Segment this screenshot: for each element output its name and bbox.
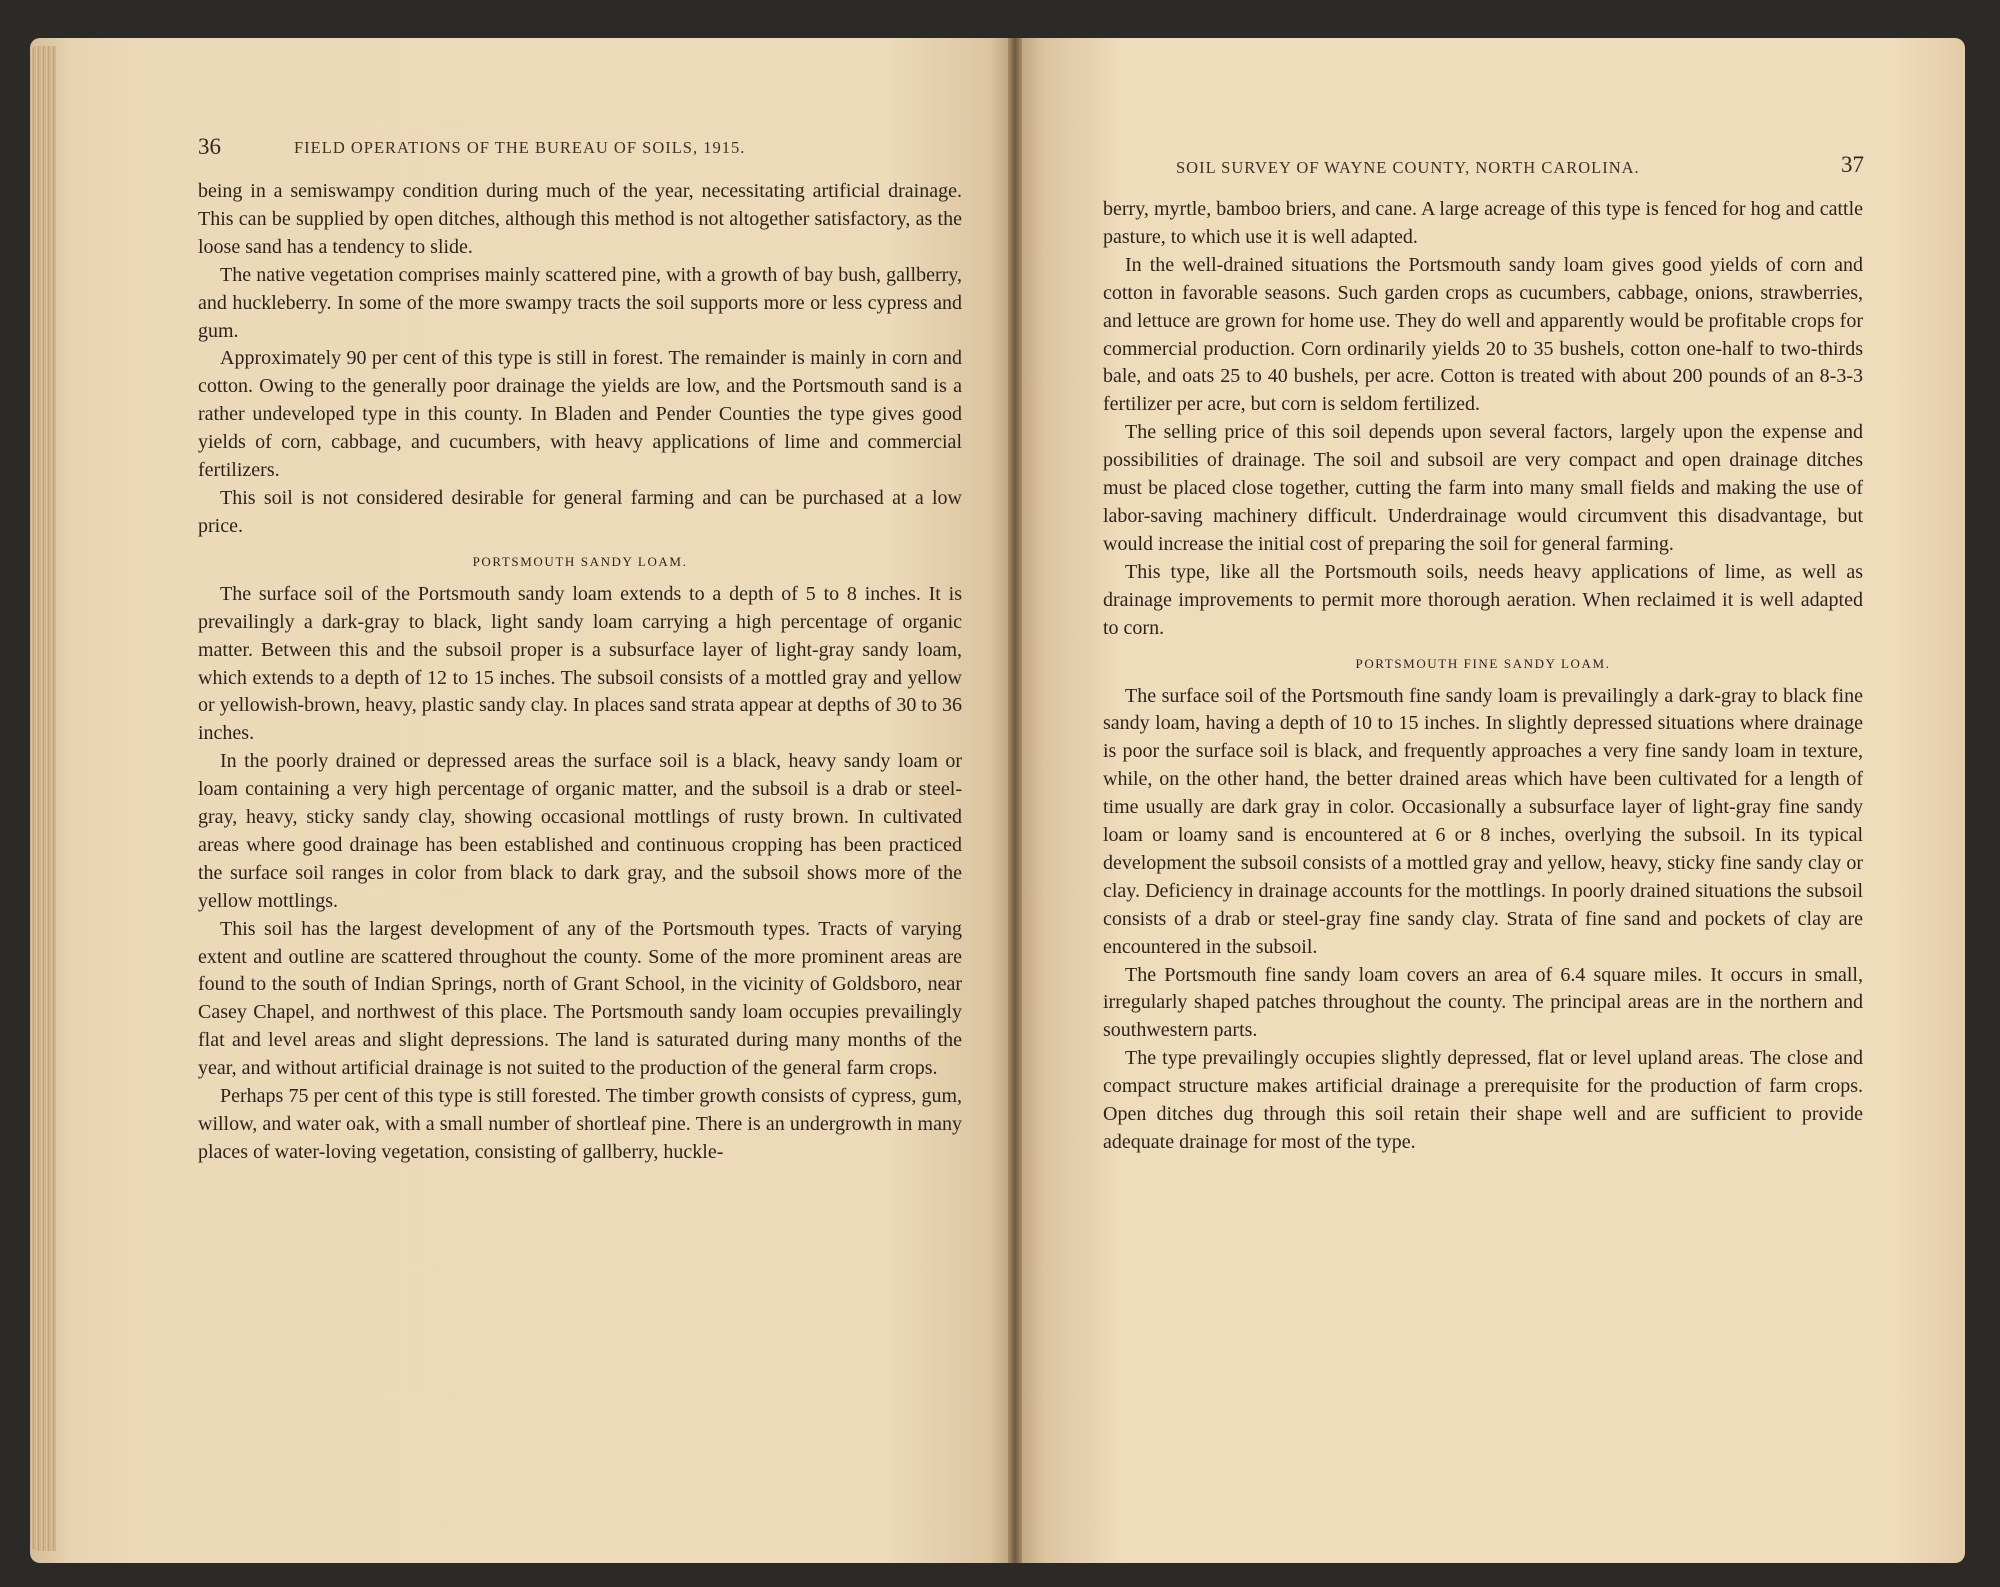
open-book [30, 38, 1965, 1563]
right-page-number: 37 [1841, 152, 1864, 177]
paragraph: The native vegetation comprises mainly scattered pine, with a growth of bay bush, gallberry, and huckleberry. In some of the more swampy tracts the soil supports more or less cypress and gum. [198, 263, 962, 342]
right-page [1014, 38, 1965, 1563]
page-edge-stack [30, 46, 56, 1551]
left-running-head: FIELD OPERATIONS OF THE BUREAU OF SOILS, 1915. [294, 138, 746, 157]
right-text-column [1103, 196, 1863, 1157]
paragraph: The Portsmouth fine sandy loam covers an area of 6.4 square miles. It occurs in small, irregularly shaped patches throughout the county. The principal areas are in the northern and southwestern parts. [1103, 963, 1863, 1042]
paragraph: The surface soil of the Portsmouth fine sandy loam is prevailingly a dark-gray to black fine sandy loam, having a depth of 10 to 15 inches. In slightly depressed situations where drainage is poor the surface soil is black, and frequently approaches a very fine sandy loam in texture, while, on the other hand, the better drained areas which have been cultivated for a length of time usually are dark gray in color. Occasionally a subsurface layer of light-gray fine sandy loam or loamy sand is encountered at 6 or 8 inches, overlying the subsoil. In its typical development the subsoil consists of a mottled gray and yellow, heavy, sticky fine sandy clay or clay. Deficiency in drainage accounts for the mottlings. In poorly drained situations the subsoil consists of a drab or steel-gray fine sandy clay. Strata of fine sand and pockets of clay are encountered in the subsoil. [1103, 684, 1863, 958]
paragraph: In the poorly drained or depressed areas the surface soil is a black, heavy sandy loam or loam containing a very high percentage of organic matter, and the subsoil is a drab or steel-gray, heavy, sticky sandy clay, showing occasional mottlings of rusty brown. In cultivated areas where good drainage has been established and continuous cropping has been practiced the surface soil ranges in color from black to dark gray, and the subsoil shows more of the yellow mottlings. [198, 750, 962, 912]
paragraph: This type, like all the Portsmouth soils, needs heavy applications of lime, as well as drainage improvements to permit more thorough aeration. When reclaimed it is well adapted to corn. [1103, 560, 1863, 639]
paragraph: This soil is not considered desirable for general farming and can be purchased at a low price. [198, 486, 962, 537]
paragraph: The type prevailingly occupies slightly depressed, flat or level upland areas. The close and compact structure makes artificial drainage a prerequisite for the production of farm crops. Open ditches dug through this soil retain their shape well and are sufficient to provide adequate drainage for most of the type. [1103, 1047, 1863, 1153]
left-page-number: 36 [198, 134, 221, 159]
right-running-head: SOIL SURVEY OF WAYNE COUNTY, NORTH CAROLINA. [1176, 158, 1640, 177]
paragraph: In the well-drained situations the Portsmouth sandy loam gives good yields of corn and cotton in favorable seasons. Such garden crops as cucumbers, cabbage, onions, strawberries, and lettuce are grown for home use. They do well and apparently would be profitable crops for commercial production. Corn ordinarily yields 20 to 35 bushels, cotton one-half to two-thirds bale, and oats 25 to 40 bushels, per acre. Cotton is treated with about 200 pounds of an 8-3-3 fertilizer per acre, but corn is seldom fertilized. [1103, 253, 1863, 416]
paragraph: berry, myrtle, bamboo briers, and cane. A large acreage of this type is fenced for hog and cattle pasture, to which use it is well adapted. [1103, 198, 1863, 248]
paragraph: Approximately 90 per cent of this type is still in forest. The remainder is mainly in corn and cotton. Owing to the generally poor drainage the yields are low, and the Portsmouth sand is a rather undeveloped type in this county. In Bladen and Pender Counties the type gives good yields of corn, cabbage, and cucumbers, with heavy applications of lime and commercial fertilizers. [198, 347, 962, 482]
paragraph: The surface soil of the Portsmouth sandy loam extends to a depth of 5 to 8 inches. It is prevailingly a dark-gray to black, light sandy loam carrying a high percentage of organic matter. Between this and the subsoil proper is a subsurface layer of light-gray sandy loam, which extends to a depth of 12 to 15 inches. The subsoil consists of a mottled gray and yellow or yellowish-brown, heavy, plastic sandy clay. In places sand strata appear at depths of 30 to 36 inches. [198, 582, 962, 745]
book-gutter [1008, 38, 1022, 1563]
left-text-column [198, 178, 962, 1167]
left-page [30, 38, 1014, 1563]
paragraph: The selling price of this soil depends upon several factors, largely upon the expense and possibilities of drainage. The soil and subsoil are very compact and open drainage ditches must be placed close together, cutting the farm into many small fields and making the use of labor-saving machinery difficult. Underdrainage would circumvent this disadvantage, but would increase the initial cost of preparing the soil for general farming. [1103, 421, 1863, 555]
section-heading: PORTSMOUTH FINE SANDY LOAM. [1355, 655, 1611, 671]
paragraph: This soil has the largest development of any of the Portsmouth types. Tracts of varying extent and outline are scattered throughout the county. Some of the more prominent areas are found to the south of Indian Springs, north of Grant School, in the vicinity of Goldsboro, near Casey Chapel, and northwest of this place. The Portsmouth sandy loam occupies prevailingly flat and level areas and slight depressions. The land is saturated during many months of the year, and without artificial drainage is not suited to the production of the general farm crops. [198, 917, 962, 1080]
paragraph: Perhaps 75 per cent of this type is still forested. The timber growth consists of cypress, gum, willow, and water oak, with a small number of shortleaf pine. There is an undergrowth in many places of water-loving vegetation, consisting of gallberry, huckle- [198, 1085, 962, 1163]
paragraph: being in a semiswampy condition during much of the year, necessitating artificial drainage. This can be supplied by open ditches, although this method is not altogether satisfactory, as the loose sand has a tendency to slide. [198, 180, 962, 258]
section-heading: PORTSMOUTH SANDY LOAM. [472, 553, 688, 569]
